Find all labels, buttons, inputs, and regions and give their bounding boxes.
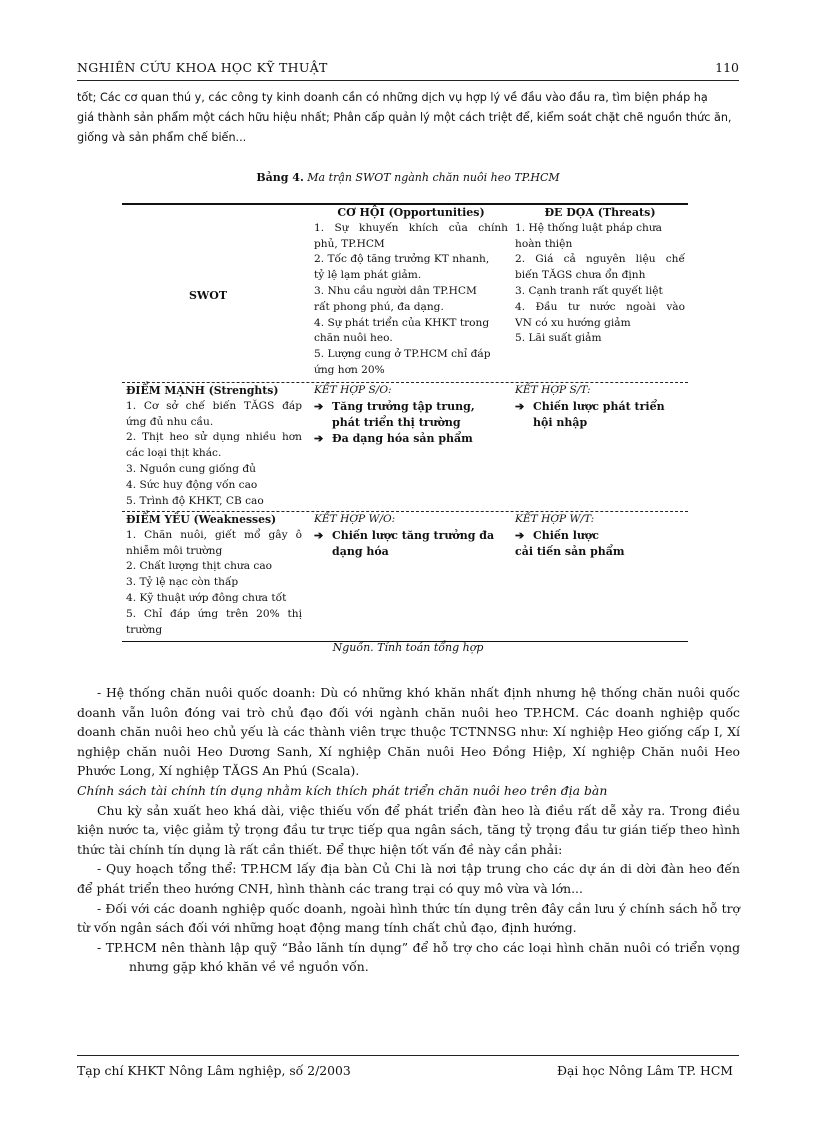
threat-line: biến TĂGS chưa ổn định [515, 269, 646, 282]
opportunity-line: tỷ lệ lạm phát giảm. [314, 269, 422, 282]
table-caption [0, 171, 816, 184]
journal-section-title: NGHIÊN CỨU KHOA HỌC KỸ THUẬT [77, 60, 328, 75]
wo-label: KẾT HỢP W/O: [314, 513, 396, 525]
so-strategy-2: ➔ Đa dạng hóa sản phẩm [314, 431, 473, 445]
weaknesses-row [122, 511, 688, 642]
threat-line: 2. Giá cả nguyên liệu chế [515, 253, 685, 266]
wt-cell [515, 512, 685, 560]
strengths-header: ĐIỂM MẠNH (Strenghts) [126, 384, 279, 397]
so-strategy-1: ➔ Tăng trưởng tập trung, [314, 399, 475, 413]
so-strategy-1-cont: phát triển thị trường [332, 415, 461, 429]
wo-strategy-1-cont: dạng hóa [332, 544, 389, 558]
strength-line: 4. Sức huy động vốn cao [126, 478, 258, 491]
weakness-line: 4. Kỹ thuật ướp đông chưa tốt [126, 591, 287, 604]
strength-line: 5. Trình độ KHKT, CB cao [126, 494, 264, 507]
opportunity-line: chăn nuôi heo. [314, 332, 393, 345]
strength-line: 2. Thịt heo sử dụng nhiều hơn [126, 431, 302, 444]
swot-header-row [122, 205, 688, 381]
weakness-line: trường [126, 623, 163, 636]
running-footer [77, 1055, 739, 1078]
intro-line: tốt; Các cơ quan thú y, các công ty kinh doanh cần có những dịch vụ hợp lý về đầu vào đầu ra, tìm biện pháp hạ [77, 91, 708, 104]
paragraph: - TP.HCM nên thành lập quỹ “Bảo lãnh tín dụng” để hỗ trợ cho các loại hình chăn nuôi có triển vọng nhưng gặp khó khăn về về nguồn vốn. [97, 939, 740, 975]
journal-citation: Tạp chí KHKT Nông Lâm nghiệp, số 2/2003 [77, 1063, 351, 1078]
arrow-right-icon: ➔ [314, 399, 324, 413]
st-label: KẾT HỢP S/T: [515, 384, 591, 396]
weakness-line: 3. Tỷ lệ nạc còn thấp [126, 576, 239, 589]
threat-line: VN có xu hướng giảm [515, 316, 631, 329]
weakness-line: 1. Chăn nuôi, giết mổ gây ô [126, 528, 302, 541]
threat-line: 5. Lãi suất giảm [515, 332, 602, 345]
weakness-line: 5. Chỉ đáp ứng trên 20% thị [126, 607, 302, 620]
opportunity-line: 5. Lượng cung ở TP.HCM chỉ đáp [314, 348, 491, 361]
threats-header: ĐE DỌA (Threats) [544, 206, 656, 219]
paragraph: - Đối với các doanh nghiệp quốc doanh, ngoài hình thức tín dụng trên đây cần lưu ý chính sách hỗ trợ từ vốn ngân sách đối với những hoạt động mang tính chất chủ đạo, định hướng. [77, 900, 740, 936]
opportunities-header: CƠ HỘI (Opportunities) [337, 206, 485, 219]
paragraph: - Hệ thống chăn nuôi quốc doanh: Dù có những khó khăn nhất định nhưng hệ thống chăn nuôi quốc doanh vẫn luôn đóng vai trò chủ đạo đối với ngành chăn nuôi heo TP.HCM. Các doanh nghiệp quốc doanh chăn nuôi heo chủ yếu là các thành viên trực thuộc TCTNNSG như: Xí nghiệp Heo giống cấp I, Xí nghiệp chăn nuôi Heo Dương Sanh, Xí nghiệp Chăn nuôi Heo Đồng Hiệp, Xí nghiệp Chăn nuôi Heo Phước Long, Xí nghiệp TĂGS An Phú (Scala). [77, 685, 740, 779]
strength-line: 1. Cơ sở chế biến TĂGS đáp [126, 399, 302, 412]
running-header [77, 60, 739, 81]
intro-line: giá thành sản phẩm một cách hữu hiệu nhất; Phân cấp quản lý một cách triệt để, kiểm soát chặt chẽ nguồn thức ăn, [77, 111, 732, 124]
so-cell [314, 383, 508, 447]
strength-line: ứng đủ nhu cầu. [126, 415, 214, 428]
paragraph: Chu kỳ sản xuất heo khá dài, việc thiếu vốn để phát triển đàn heo là điều rất dễ xảy ra. Trong điều kiện nước ta, việc giảm tỷ trọng đầu tư trực tiếp qua ngân sách, tăng tỷ trọng đầu tư gián tiếp theo hình thức tài chính tín dụng là rất cần thiết. Để thực hiện tốt vấn đề này cần phải: [77, 802, 740, 857]
weakness-line: 2. Chất lượng thịt chưa cao [126, 560, 273, 573]
opportunity-line: ứng hơn 20% [314, 363, 385, 376]
threat-line: 4. Đầu tư nước ngoài vào [515, 300, 685, 313]
opportunity-line: phủ, TP.HCM [314, 237, 385, 250]
so-label: KẾT HỢP S/O: [314, 384, 392, 396]
swot-label: SWOT [188, 289, 228, 302]
wt-strategy-1: ➔ Chiến lược [515, 528, 599, 542]
st-strategy-1-cont: hội nhập [533, 415, 588, 429]
wo-cell [314, 512, 508, 560]
swot-matrix-table [122, 203, 688, 642]
table-source-note: Nguồn. Tính toán tổng hợp [332, 641, 484, 654]
arrow-right-icon: ➔ [515, 528, 525, 542]
arrow-right-icon: ➔ [314, 528, 324, 542]
university-name: Đại học Nông Lâm TP. HCM [556, 1063, 733, 1078]
intro-paragraph [77, 88, 741, 148]
threat-line: 3. Cạnh tranh rất quyết liệt [515, 284, 663, 297]
st-strategy-1: ➔ Chiến lược phát triển [515, 399, 665, 413]
threats-cell [515, 205, 685, 347]
body-text [77, 683, 740, 977]
wt-label: KẾT HỢP W/T: [515, 513, 595, 525]
page-number: 110 [715, 60, 739, 75]
paragraph: - Quy hoạch tổng thể: TP.HCM lấy địa bàn Củ Chi là nơi tập trung cho các dự án di dời đàn heo đến để phát triển theo hướng CNH, hình thành các trang trại có quy mô vừa và lớn... [77, 861, 740, 896]
weakness-line: nhiễm môi trường [126, 544, 223, 557]
strengths-cell [126, 383, 302, 509]
arrow-right-icon: ➔ [314, 431, 324, 445]
table-caption-text: Ma trận SWOT ngành chăn nuôi heo TP.HCM [303, 171, 560, 184]
table-caption-label: Bảng 4. [256, 171, 304, 184]
wo-strategy-1: ➔ Chiến lược tăng trưởng đa [314, 528, 495, 542]
intro-line: giống và sản phẩm chế biến... [77, 131, 247, 144]
weaknesses-cell [126, 512, 302, 638]
opportunities-cell [314, 205, 508, 379]
wt-strategy-1-cont: cải tiến sản phẩm [515, 544, 625, 558]
opportunity-line: 1. Sự khuyến khích của chính [314, 221, 508, 234]
strengths-row [122, 382, 688, 512]
opportunity-line: rất phong phú, đa dạng. [314, 300, 444, 313]
arrow-right-icon: ➔ [515, 399, 525, 413]
opportunity-line: 2. Tốc độ tăng trưởng KT nhanh, [314, 253, 490, 266]
threat-line: 1. Hệ thống luật pháp chưa [515, 221, 662, 234]
weaknesses-header: ĐIỂM YẾU (Weaknesses) [126, 513, 277, 526]
section-heading: Chính sách tài chính tín dụng nhằm kích thích phát triển chăn nuôi heo trên địa bàn [77, 782, 608, 798]
st-cell [515, 383, 685, 431]
opportunity-line: 4. Sự phát triển của KHKT trong [314, 316, 490, 329]
strength-line: các loại thịt khác. [126, 447, 222, 460]
threat-line: hoàn thiện [515, 237, 573, 250]
strength-line: 3. Nguồn cung giống đủ [126, 462, 256, 475]
opportunity-line: 3. Nhu cầu người dân TP.HCM [314, 284, 477, 297]
